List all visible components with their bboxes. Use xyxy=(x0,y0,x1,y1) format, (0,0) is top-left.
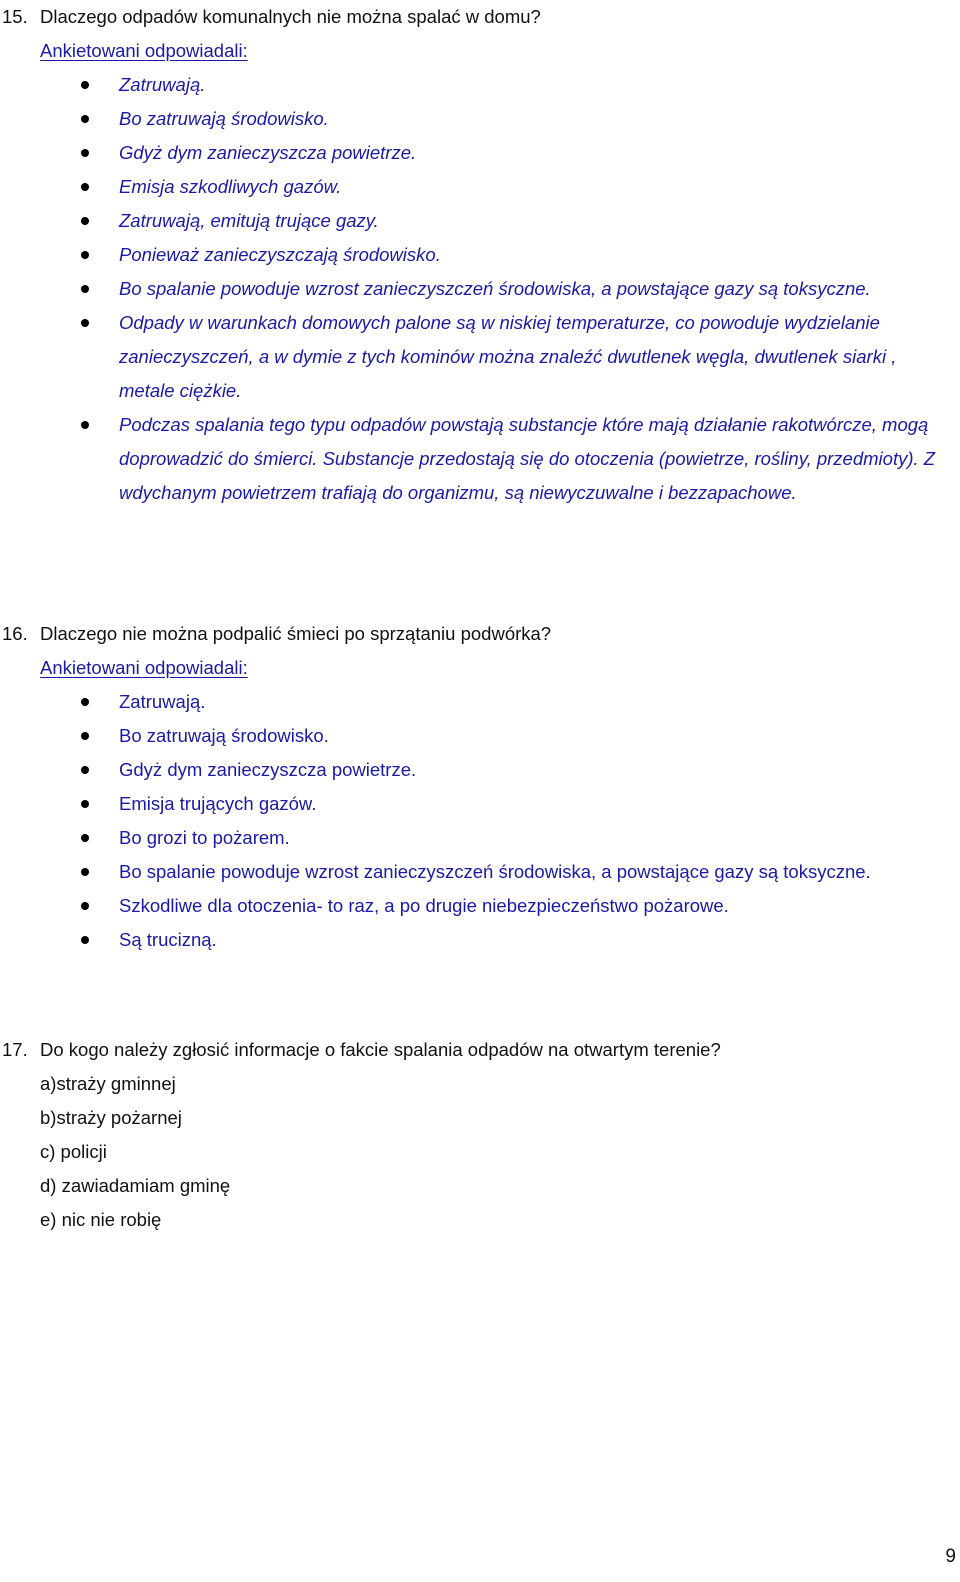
answer-item: Emisja trujących gazów. xyxy=(0,787,960,821)
bullet-icon xyxy=(81,149,89,157)
bullet-icon xyxy=(81,319,89,327)
bullet-icon xyxy=(81,217,89,225)
question-15-section xyxy=(0,0,960,510)
bullet-icon xyxy=(81,115,89,123)
bullet-icon xyxy=(81,834,89,842)
bullet-icon xyxy=(81,732,89,740)
answer-item: Emisja szkodliwych gazów. xyxy=(0,170,960,204)
answer-item: Ponieważ zanieczyszczają środowisko. xyxy=(0,238,960,272)
bullet-icon xyxy=(81,81,89,89)
bullet-icon xyxy=(81,766,89,774)
answer-item: Bo spalanie powoduje wzrost zanieczyszczeń środowiska, a powstające gazy są toksyczne. xyxy=(0,272,960,306)
option-item: a)straży gminnej xyxy=(40,1073,176,1094)
bullet-icon xyxy=(81,698,89,706)
option-item: d) zawiadamiam gminę xyxy=(40,1175,231,1196)
bullet-icon xyxy=(81,868,89,876)
question-15-number: 15. xyxy=(2,6,28,27)
question-16 xyxy=(0,617,960,651)
question-15-intro: Ankietowani odpowiadali: xyxy=(40,40,248,61)
question-17-text: Do kogo należy zgłosić informacje o fakcie spalania odpadów na otwartym terenie? xyxy=(40,1039,721,1060)
answer-item: Gdyż dym zanieczyszcza powietrze. xyxy=(0,753,960,787)
bullet-icon xyxy=(81,285,89,293)
bullet-icon xyxy=(81,936,89,944)
option-item: c) policji xyxy=(40,1141,107,1162)
question-15-text: Dlaczego odpadów komunalnych nie można spalać w domu? xyxy=(40,6,541,27)
answer-item: Zatruwają, emitują trujące gazy. xyxy=(0,204,960,238)
bullet-icon xyxy=(81,183,89,191)
bullet-icon xyxy=(81,421,89,429)
question-16-intro: Ankietowani odpowiadali: xyxy=(40,657,248,678)
bullet-icon xyxy=(81,902,89,910)
option-item: b)straży pożarnej xyxy=(40,1107,182,1128)
answer-item: Bo zatruwają środowisko. xyxy=(0,719,960,753)
option-item: e) nic nie robię xyxy=(40,1209,162,1230)
question-17-number: 17. xyxy=(2,1039,28,1060)
question-16-answers xyxy=(0,685,960,957)
question-15-answers xyxy=(0,68,960,510)
answer-item: Bo spalanie powoduje wzrost zanieczyszczeń środowiska, a powstające gazy są toksyczne. xyxy=(0,855,960,889)
answer-item: Zatruwają. xyxy=(0,68,960,102)
answer-item: Bo zatruwają środowisko. xyxy=(0,102,960,136)
page-number: 9 xyxy=(945,1546,956,1567)
answer-item: Odpady w warunkach domowych palone są w niskiej temperaturze, co powoduje wydzielanie zanieczyszczeń, a w dymie z tych kominów można znaleźć dwutlenek węgla, dwutlenek siarki , metale ciężkie. xyxy=(0,306,960,408)
answer-item: Podczas spalania tego typu odpadów powstają substancje które mają działanie rakotwórcze, mogą doprowadzić do śmierci. Substancje przedostają się do otoczenia (powietrze, rośliny, przedmioty). Z wdychanym powietrzem trafiają do organizmu, są niewyczuwalne i bezzapachowe. xyxy=(0,408,960,510)
bullet-icon xyxy=(81,800,89,808)
question-16-number: 16. xyxy=(2,623,28,644)
question-17 xyxy=(0,1033,960,1067)
question-17-section xyxy=(0,1033,960,1237)
question-17-options xyxy=(0,1067,960,1237)
answer-item: Bo grozi to pożarem. xyxy=(0,821,960,855)
answer-item: Zatruwają. xyxy=(0,685,960,719)
answer-item: Są trucizną. xyxy=(0,923,960,957)
question-16-section xyxy=(0,617,960,957)
answer-item: Gdyż dym zanieczyszcza powietrze. xyxy=(0,136,960,170)
question-16-text: Dlaczego nie można podpalić śmieci po sprzątaniu podwórka? xyxy=(40,623,552,644)
question-15 xyxy=(0,0,960,34)
answer-item: Szkodliwe dla otoczenia- to raz, a po drugie niebezpieczeństwo pożarowe. xyxy=(0,889,960,923)
bullet-icon xyxy=(81,251,89,259)
